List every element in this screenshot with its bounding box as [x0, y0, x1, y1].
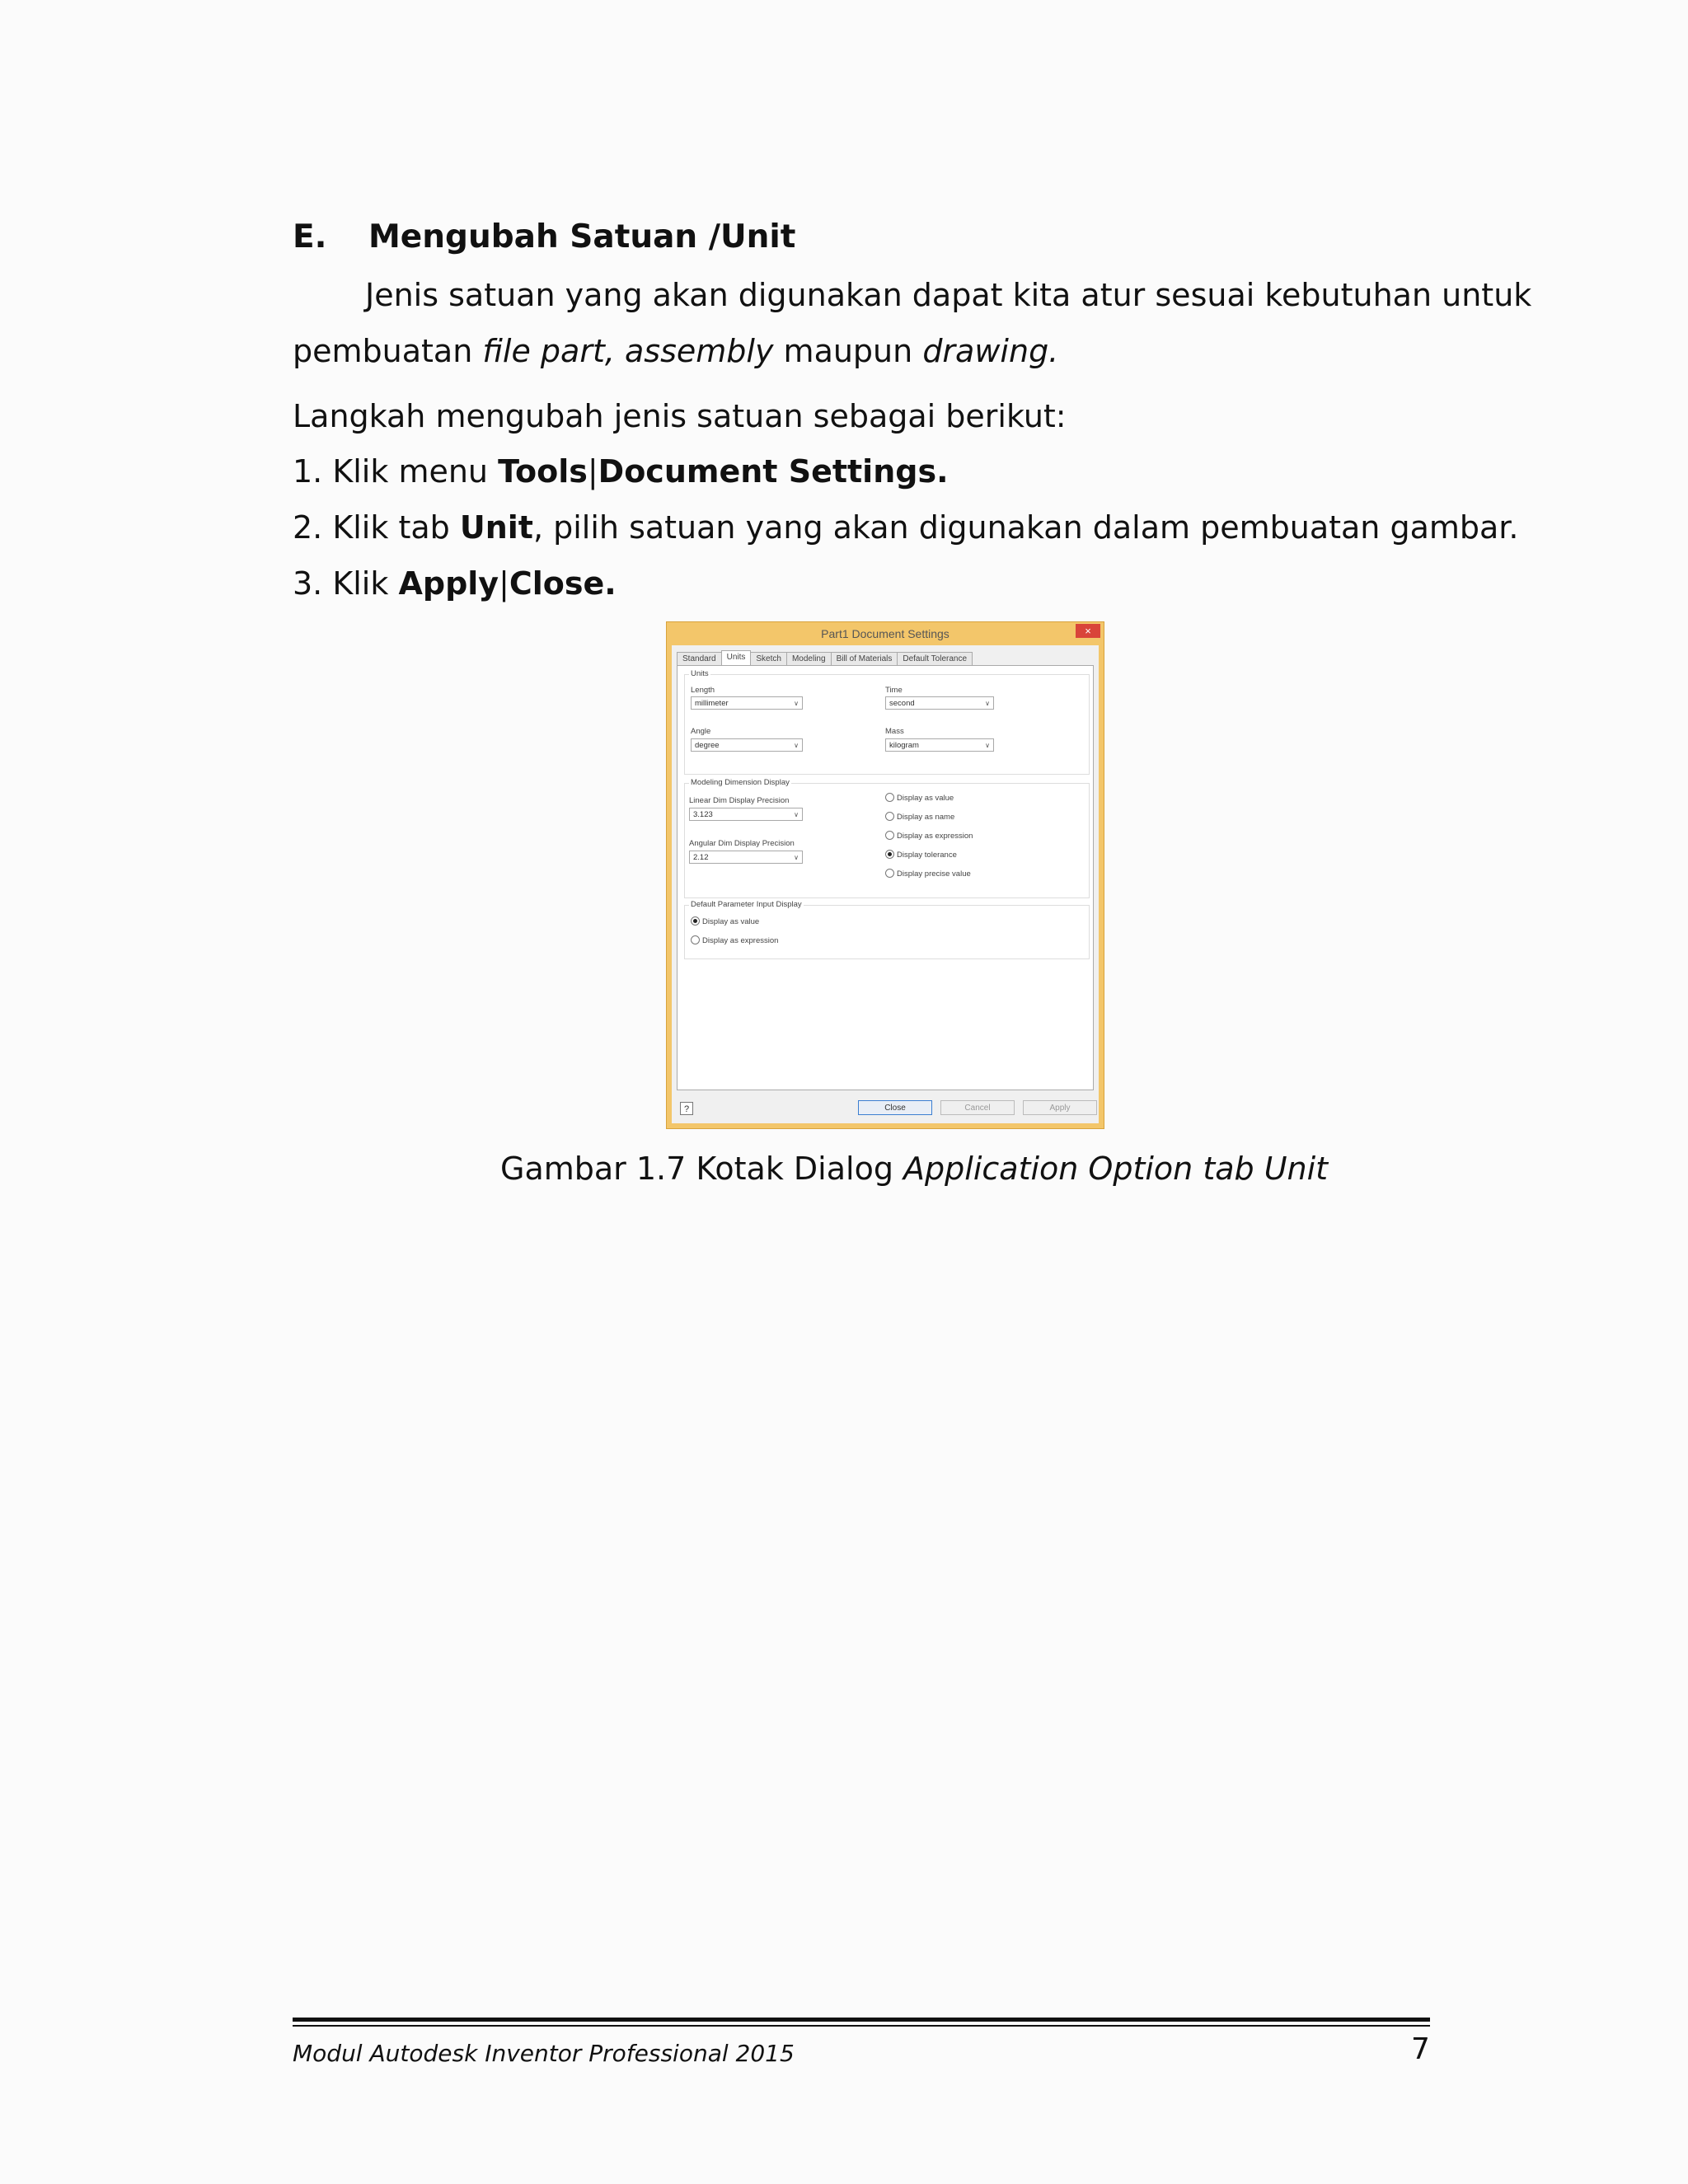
param-group-label: Default Parameter Input Display: [691, 900, 802, 909]
radio-dot: [691, 935, 700, 944]
intro-italic-2: drawing.: [922, 333, 1059, 369]
angular-precision-label: Angular Dim Display Precision: [689, 839, 795, 848]
intro-line-1: Jenis satuan yang akan digunakan dapat kita atur sesuai kebutuhan untuk: [365, 277, 1532, 313]
close-button[interactable]: Close: [858, 1100, 932, 1115]
step-3-prefix: 3. Klik: [293, 565, 399, 602]
tab-modeling[interactable]: Modeling: [786, 652, 832, 666]
length-label: Length: [691, 686, 715, 695]
step-2-bold-1: Unit: [459, 509, 533, 546]
chevron-down-icon: ∨: [794, 742, 799, 749]
radio-dot-selected: [691, 916, 700, 926]
radio-display-as-value[interactable]: [885, 793, 954, 804]
radio-label: Display as expression: [897, 832, 973, 841]
step-2-suffix: , pilih satuan yang akan digunakan dalam pembuatan gambar.: [532, 509, 1519, 546]
footer-rule-thin: [293, 2025, 1430, 2027]
step-1-bold-1: Tools: [498, 453, 588, 490]
parameter-input-group: [684, 905, 1090, 959]
angle-label: Angle: [691, 727, 711, 736]
radio-display-tolerance[interactable]: [885, 850, 957, 860]
chevron-down-icon: ∨: [794, 700, 799, 707]
footer-rule-thick: [293, 2018, 1430, 2022]
angle-select[interactable]: [691, 738, 803, 752]
document-settings-dialog: [666, 621, 1104, 1129]
radio-label: Display as value: [702, 917, 760, 926]
angle-value: degree: [695, 741, 720, 750]
figure-caption: [500, 1149, 1328, 1188]
page-number: 7: [1411, 2032, 1430, 2066]
radio-dot: [885, 793, 894, 802]
radio-label: Display precise value: [897, 869, 971, 879]
intro-line-2: [293, 331, 1058, 371]
step-3-sep: |: [499, 565, 509, 602]
mass-select[interactable]: [885, 738, 994, 752]
caption-prefix: Gambar 1.7 Kotak Dialog: [500, 1151, 904, 1187]
time-value: second: [889, 699, 915, 708]
section-letter: E.: [293, 218, 327, 255]
radio-display-as-expression[interactable]: [885, 831, 973, 841]
linear-precision-label: Linear Dim Display Precision: [689, 796, 790, 805]
intro-mid: maupun: [773, 333, 923, 369]
radio-label: Display as expression: [702, 936, 779, 945]
radio-display-as-name[interactable]: [885, 812, 954, 823]
radio-label: Display tolerance: [897, 851, 957, 860]
step-2: [293, 508, 1519, 547]
angular-precision-value: 2.12: [693, 853, 709, 862]
step-1: [293, 452, 949, 491]
tab-default-tolerance[interactable]: Default Tolerance: [897, 652, 973, 666]
section-title: Mengubah Satuan /Unit: [368, 218, 796, 255]
caption-italic: Application Option tab Unit: [903, 1151, 1329, 1187]
step-1-bold-2: Document Settings.: [598, 453, 949, 490]
mass-label: Mass: [885, 727, 904, 736]
mass-value: kilogram: [889, 741, 919, 750]
radio-param-display-as-expression[interactable]: [691, 935, 778, 946]
step-3: [293, 564, 617, 603]
step-1-sep: |: [587, 453, 598, 490]
radio-dot: [885, 831, 894, 840]
radio-dot-selected: [885, 850, 894, 859]
apply-button[interactable]: Apply: [1023, 1100, 1097, 1115]
step-2-prefix: 2. Klik tab: [293, 509, 460, 546]
step-3-bold-2: Close.: [509, 565, 617, 602]
radio-dot: [885, 869, 894, 878]
tab-sketch[interactable]: Sketch: [750, 652, 787, 666]
modeling-group-label: Modeling Dimension Display: [691, 778, 790, 787]
radio-label: Display as name: [897, 813, 955, 822]
step-1-prefix: 1. Klik menu: [293, 453, 499, 490]
close-icon[interactable]: ×: [1076, 624, 1100, 638]
time-label: Time: [885, 686, 903, 695]
cancel-button[interactable]: Cancel: [940, 1100, 1015, 1115]
radio-label: Display as value: [897, 794, 954, 803]
tab-strip: [677, 652, 972, 666]
units-group-label: Units: [691, 669, 709, 678]
chevron-down-icon: ∨: [985, 700, 990, 707]
units-panel: [677, 665, 1094, 1090]
section-heading: [293, 218, 795, 255]
tab-units[interactable]: Units: [721, 650, 752, 666]
intro-italic-1: file part, assembly: [482, 333, 774, 369]
intro-prefix: pembuatan: [293, 333, 483, 369]
dialog-body: [672, 645, 1099, 1123]
chevron-down-icon: ∨: [794, 811, 799, 818]
linear-precision-select[interactable]: [689, 808, 803, 821]
chevron-down-icon: ∨: [985, 742, 990, 749]
radio-param-display-as-value[interactable]: [691, 916, 759, 927]
tab-standard[interactable]: Standard: [677, 652, 722, 666]
linear-precision-value: 3.123: [693, 810, 713, 819]
chevron-down-icon: ∨: [794, 854, 799, 861]
dialog-title: Part1 Document Settings: [821, 627, 950, 640]
step-3-bold-1: Apply: [398, 565, 499, 602]
tab-bill-of-materials[interactable]: Bill of Materials: [831, 652, 898, 666]
length-select[interactable]: [691, 696, 803, 710]
radio-dot: [885, 812, 894, 821]
time-select[interactable]: [885, 696, 994, 710]
footer-title: Modul Autodesk Inventor Professional 2015: [293, 2040, 795, 2067]
length-value: millimeter: [695, 699, 729, 708]
angular-precision-select[interactable]: [689, 851, 803, 864]
radio-display-precise-value[interactable]: [885, 869, 971, 879]
steps-intro: Langkah mengubah jenis satuan sebagai berikut:: [293, 398, 1067, 434]
help-icon[interactable]: ?: [680, 1102, 693, 1115]
